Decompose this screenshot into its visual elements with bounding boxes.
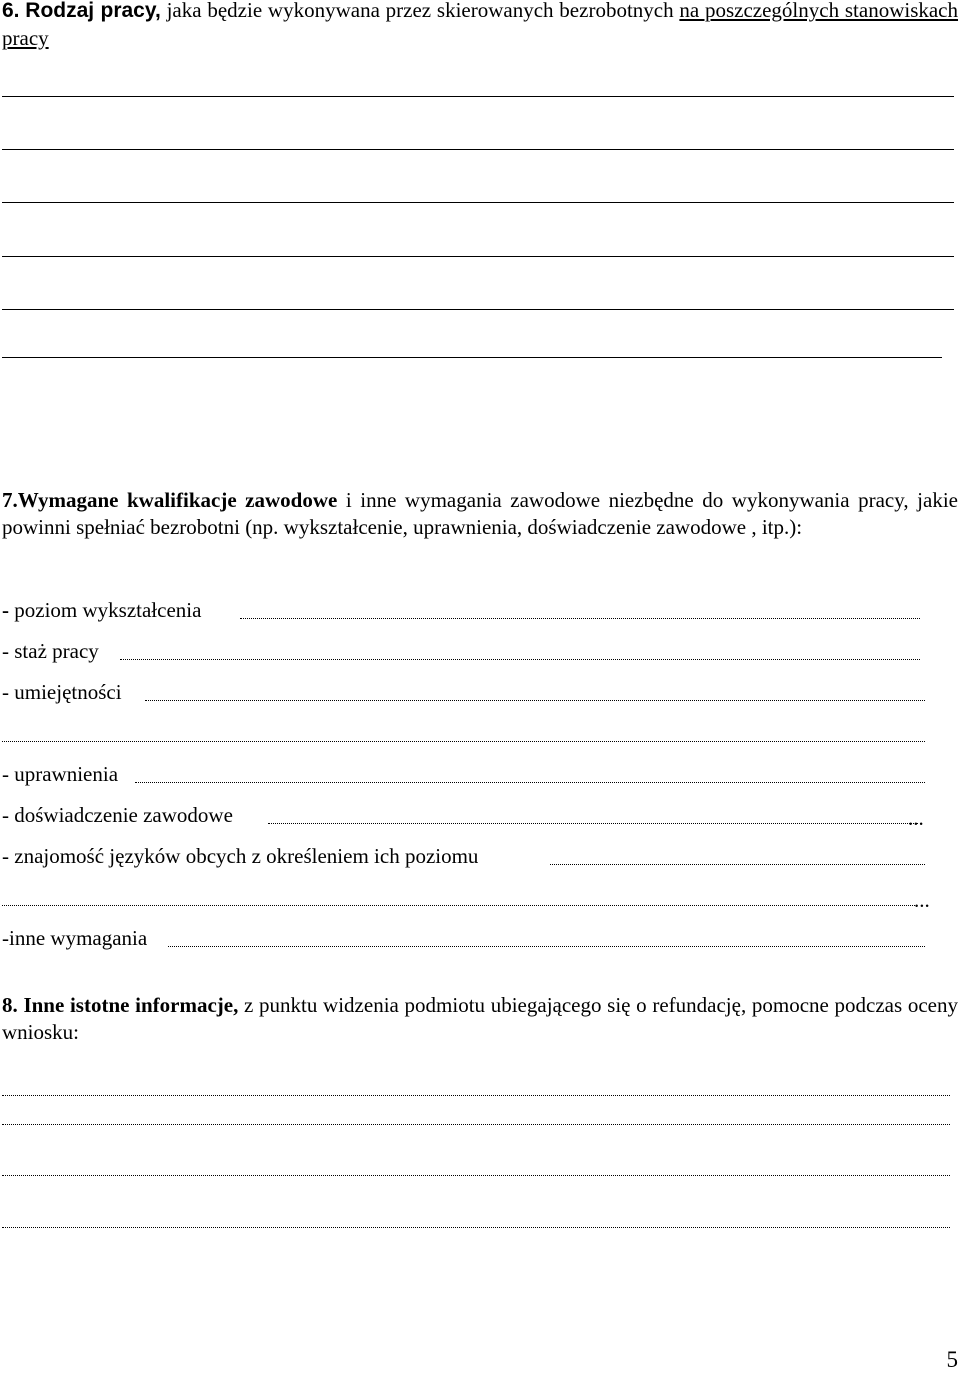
section-7-number: 7. — [2, 488, 18, 512]
section-7-heading — [2, 487, 958, 540]
info-line-1[interactable] — [2, 1095, 950, 1096]
info-line-4[interactable] — [2, 1227, 950, 1228]
skills-dots[interactable] — [145, 700, 925, 701]
answer-line-1[interactable] — [2, 96, 954, 97]
section-8-text: z punktu widzenia podmiotu ubiegającego się o refundację, pomocne podczas oceny wniosku: — [2, 993, 958, 1044]
education-dots[interactable] — [240, 618, 920, 619]
section-6-number: 6. — [2, 0, 20, 22]
answer-line-6[interactable] — [2, 357, 942, 358]
languages-cont-end: ... — [914, 888, 930, 912]
work-experience-label: - doświadczenie zawodowe — [2, 803, 233, 827]
section-6-underlined: na poszczególnych stanowiskach pracy — [2, 0, 959, 50]
permissions-label: - uprawnienia — [2, 762, 119, 786]
other-label: -inne wymagania — [2, 926, 148, 950]
languages-label: - znajomość języków obcych z określeniem ich poziomu — [2, 844, 479, 868]
info-line-3[interactable] — [2, 1175, 950, 1176]
other-dots[interactable] — [168, 946, 925, 947]
section-8-heading — [2, 992, 958, 1045]
experience-dots[interactable] — [120, 659, 920, 660]
languages-dots[interactable] — [550, 864, 925, 865]
page-number: 5 — [946, 1347, 958, 1372]
info-line-2[interactable] — [2, 1124, 950, 1125]
answer-line-3[interactable] — [2, 202, 954, 203]
section-7-text: i inne wymagania zawodowe niezbędne do wykonywania pracy, jakie powinni spełniać bezrobotni (np. wykształcenie, uprawnienia, doświadczenie zawodowe , itp.): — [2, 488, 958, 539]
languages-dots-continuation[interactable] — [2, 905, 917, 906]
answer-line-2[interactable] — [2, 149, 954, 150]
section-6-text: jaka będzie wykonywana przez skierowanych bezrobotnych — [160, 0, 680, 22]
section-6-heading — [2, 0, 958, 51]
work-experience-dots[interactable] — [268, 823, 918, 824]
work-experience-end: ... — [908, 806, 924, 830]
section-7-title: Wymagane kwalifikacje zawodowe — [17, 488, 338, 512]
section-8-number: 8. — [2, 993, 18, 1017]
section-6-title: Rodzaj pracy, — [25, 0, 161, 22]
experience-label: - staż pracy — [2, 639, 99, 663]
permissions-dots[interactable] — [135, 782, 925, 783]
education-label: - poziom wykształcenia — [2, 598, 202, 622]
skills-dots-continuation[interactable] — [2, 741, 925, 742]
section-8-title: Inne istotne informacje, — [23, 993, 239, 1017]
skills-label: - umiejętności — [2, 680, 122, 704]
answer-line-4[interactable] — [2, 256, 954, 257]
answer-line-5[interactable] — [2, 309, 954, 310]
